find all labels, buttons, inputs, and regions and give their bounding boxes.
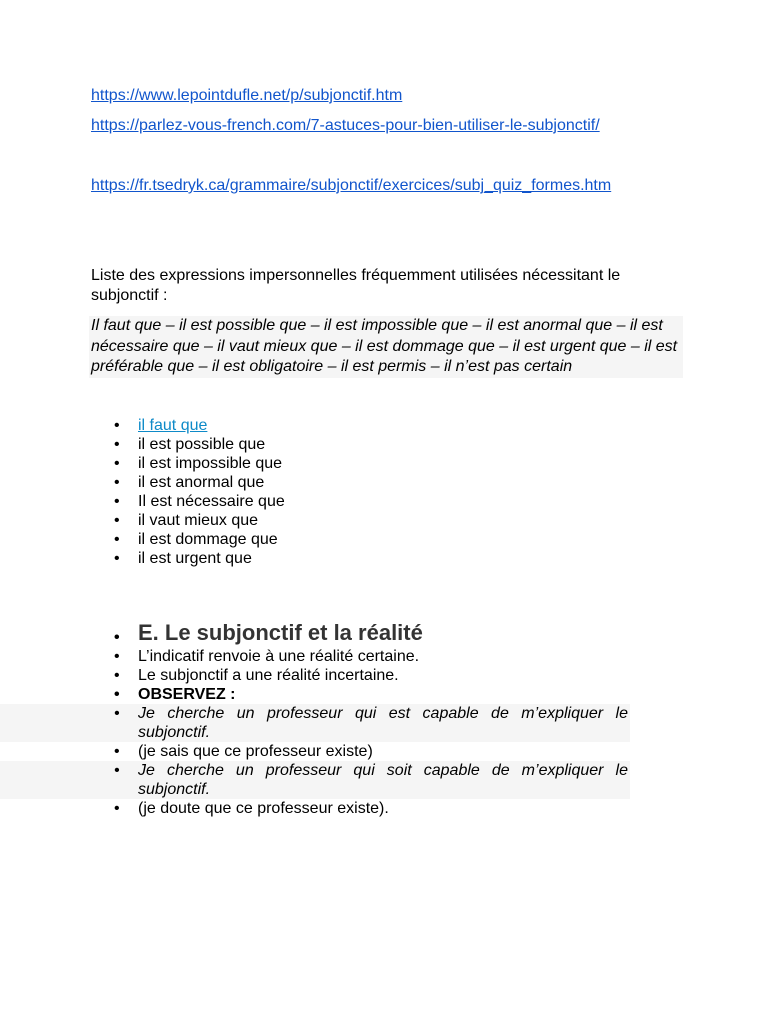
bullet-icon: •: [114, 417, 120, 434]
link-parlez-vous-french[interactable]: https://parlez-vous-french.com/7-astuces-pour-bien-utiliser-le-subjonctif/: [91, 117, 600, 134]
list-item-text: Le subjonctif a une réalité incertaine.: [138, 667, 399, 684]
comment-text: (je sais que ce professeur existe): [138, 743, 373, 760]
bullet-icon: •: [114, 474, 120, 491]
observez-label: OBSERVEZ :: [138, 686, 236, 703]
expressions-bullet-list: [0, 416, 285, 568]
bullet-icon: •: [114, 762, 120, 779]
bullet-icon: •: [114, 629, 120, 646]
list-item: [0, 473, 285, 492]
list-item: [0, 799, 630, 818]
list-item-text: Il est nécessaire que: [138, 493, 285, 510]
list-item-text: il est impossible que: [138, 455, 283, 472]
link-tsedryk-quiz[interactable]: https://fr.tsedryk.ca/grammaire/subjonctif/exercices/subj_quiz_formes.htm: [91, 177, 612, 194]
example-text: Je cherche un professeur qui soit capable de m’expliquer le subjonctif.: [138, 762, 628, 798]
bullet-icon: •: [114, 667, 120, 684]
list-item: [0, 549, 285, 568]
bullet-icon: •: [114, 455, 120, 472]
expressions-italic-paragraph: Il faut que – il est possible que – il est impossible que – il est anormal que – il est nécessaire que – il vaut mieux que – il est dommage que – il est urgent que – il est préférable que – il est obligatoire – il est permis – il n’est pas certain: [89, 316, 683, 378]
list-item: [0, 492, 285, 511]
list-item-text: L’indicatif renvoie à une réalité certaine.: [138, 648, 420, 665]
list-item-text: il est dommage que: [138, 531, 278, 548]
bullet-icon: •: [114, 705, 120, 722]
list-item: [0, 454, 285, 473]
comment-text: (je doute que ce professeur existe).: [138, 800, 389, 817]
section-heading-text: E. Le subjonctif et la réalité: [138, 620, 423, 645]
example-sentence: [0, 761, 630, 799]
list-item: [0, 647, 630, 666]
bullet-icon: •: [114, 800, 120, 817]
list-item: [0, 530, 285, 549]
example-sentence: [0, 704, 630, 742]
list-item-text: il est urgent que: [138, 550, 252, 567]
list-item-text: il est anormal que: [138, 474, 265, 491]
bullet-icon: •: [114, 512, 120, 529]
list-item[interactable]: [0, 416, 285, 435]
bullet-icon: •: [114, 686, 120, 703]
list-item: [0, 435, 285, 454]
list-item-link[interactable]: il faut que: [138, 417, 208, 434]
list-item-text: il vaut mieux que: [138, 512, 259, 529]
bullet-icon: •: [114, 531, 120, 548]
bullet-icon: •: [114, 493, 120, 510]
bullet-icon: •: [114, 743, 120, 760]
list-item-observez: [0, 685, 630, 704]
section-subjonctif-realite: [0, 619, 630, 818]
section-heading: [0, 619, 630, 647]
example-text: Je cherche un professeur qui est capable de m’expliquer le subjonctif.: [138, 705, 628, 741]
bullet-icon: •: [114, 436, 120, 453]
bullet-icon: •: [114, 550, 120, 567]
list-item: [0, 742, 630, 761]
intro-paragraph: Liste des expressions impersonnelles fréquemment utilisées nécessitant le subjonctif :: [91, 267, 621, 304]
bullet-icon: •: [114, 648, 120, 665]
list-item: [0, 666, 630, 685]
list-item: [0, 511, 285, 530]
list-item-text: il est possible que: [138, 436, 266, 453]
link-lepointdufle[interactable]: https://www.lepointdufle.net/p/subjonctif.htm: [91, 87, 403, 104]
